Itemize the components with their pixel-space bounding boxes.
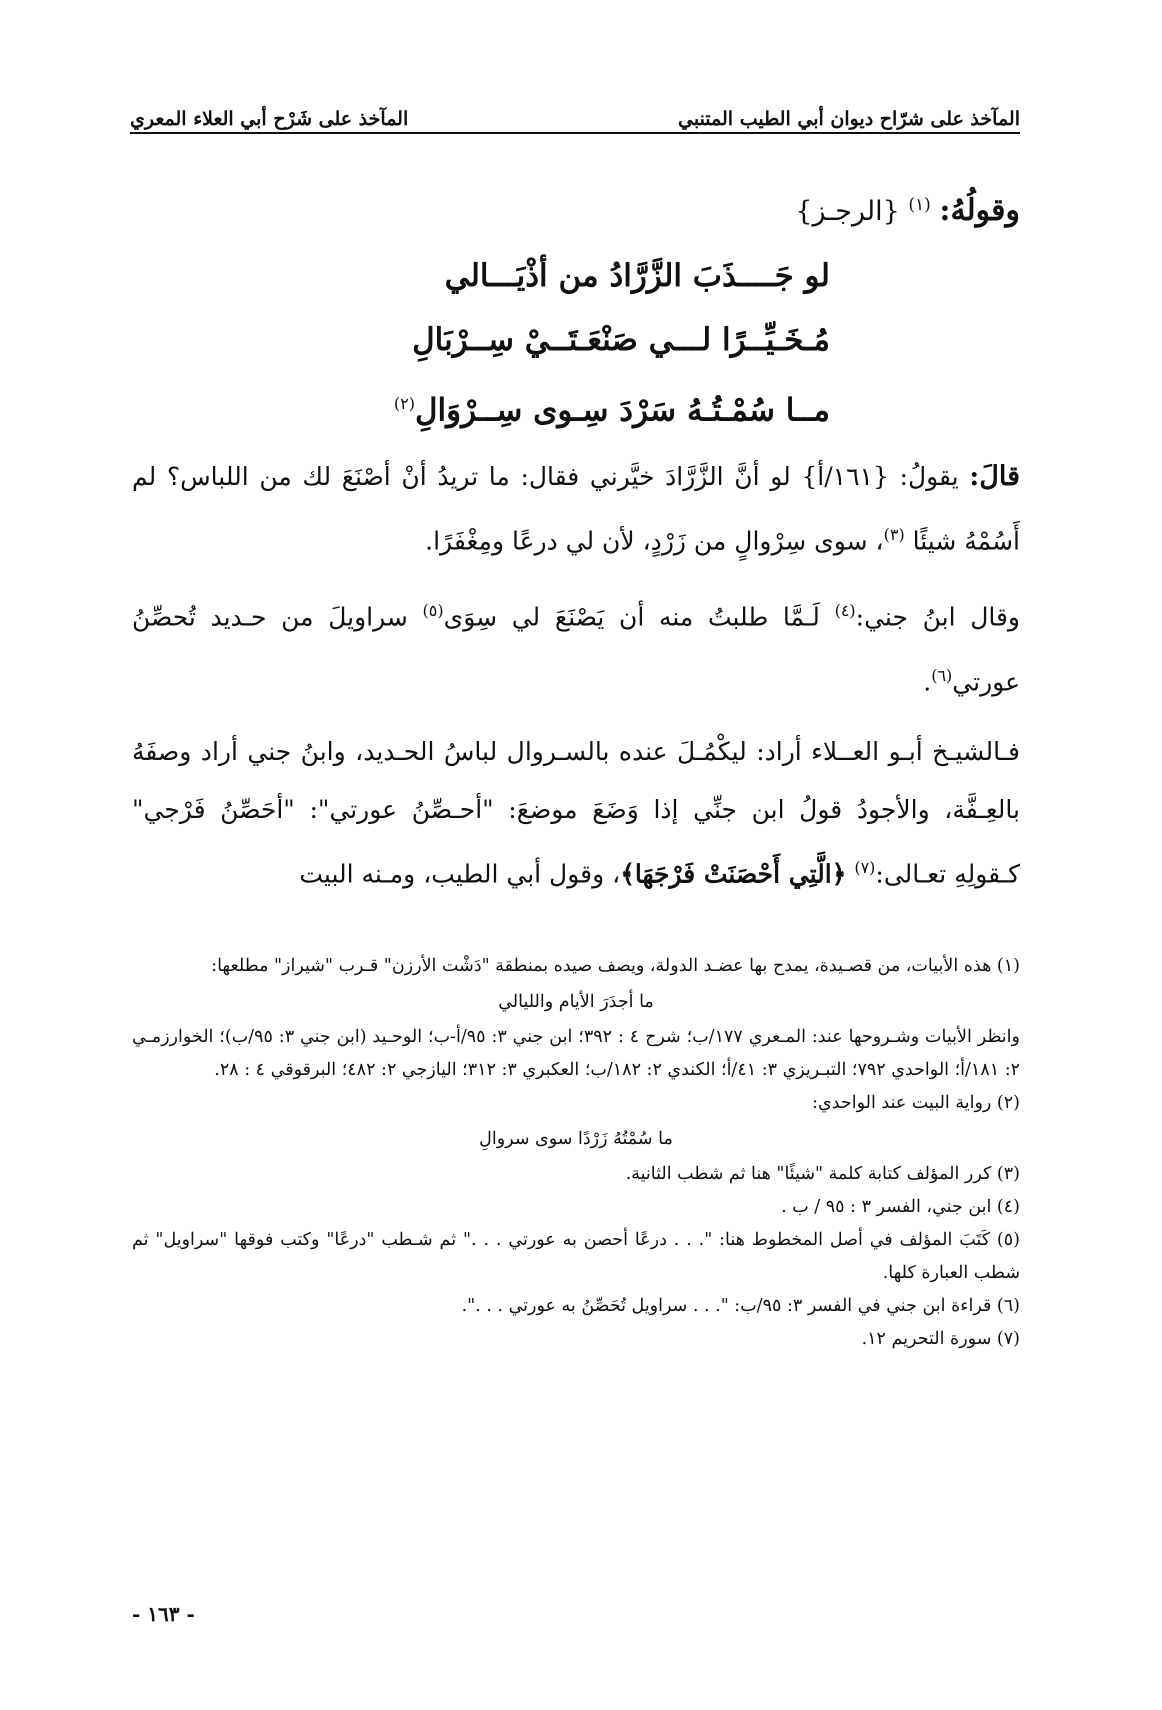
intro-note: (١) [908, 195, 931, 215]
footnote-3: (٣) كرر المؤلف كتابة كلمة "شيئًا" هنا ثم شطب الثانية. [625, 1164, 1020, 1184]
para2-note2: (٥) [422, 601, 444, 621]
para3-text2: ، وقول أبي الطيب، ومـنه البيت [299, 859, 621, 889]
verse-3 [132, 372, 830, 436]
verse-2: مُـخَـيِّــرًا لـــي صَنْعَـتَــيْ سِــرْبَالِ [412, 322, 830, 358]
para1-note: (٣) [883, 525, 905, 544]
footnote-2-verse: ما سُمْتُهُ زَرْدًا سوى سروالِ [479, 1129, 673, 1149]
paragraph-2: وقال ابنُ جني:$^{(٤)}$ لَـمَّا طلبتُ منه أن يَصْنَعَ لي سِوَى$^{(٥)}$ سراويلَ من حـديد تُحصِّنُ عورتي$^{(٦)}$. [132, 601, 1020, 696]
para2-text3: سراويلَ من حـديد تُحصِّنُ عورتي [132, 602, 1020, 696]
footnote-6: (٦) قراءة ابن جني في الفسر ٣: ٩٥/ب: ". . . سراويل تُحَصِّنُ به عورتي . . .". [461, 1296, 1020, 1316]
intro-line [132, 180, 1020, 240]
header-left-title: المآخذ على شَرْح أبي العلاء المعري [130, 108, 409, 130]
para2-text2: لَـمَّا طلبتُ منه أن يَصْنَعَ لي سِوَى [443, 602, 820, 632]
footnote-5: (٥) كَتَبَ المؤلف في أصل المخطوط هنا: ". . . درعًا أحصن به عورتي . . ." ثم شـطب "درعًا" وكتب فوقها "سراويل" ثم شطب العبارة كلها. [132, 1230, 1020, 1283]
intro-meter: {الرجـز} [795, 196, 900, 227]
para3-note: (٧) [854, 857, 876, 877]
footnotes [132, 950, 1020, 1356]
paragraph-3 [132, 723, 1020, 903]
footnote-1-verse: ما أجدَرَ الأيام والليالي [498, 992, 654, 1012]
header-right-title: المآخذ على شرّاح ديوان أبي الطيب المتنبي [678, 108, 1020, 130]
paragraph-1 [132, 448, 1020, 570]
para2-note3: (٦) [931, 665, 953, 685]
running-header [130, 88, 1020, 130]
footnote-1-refs: وانظر الأبيات وشـروحها عند: المـعري ١٧٧/ب؛ شرح ٤ : ٣٩٢؛ ابن جني ٣: ٩٥/أ-ب؛ الوحـيد (ابن جني ٣: ٩٥/ب)؛ الخوارزمـي ٢: ١٨١/أ؛ الواحدي ٧٩٢؛ التبـريزي ٣: ٤١/أ؛ الكندي ٢: ١٨٢/ب؛ العكبري ٣: ٣١٢؛ اليازجي ٢: ٤٨٢؛ البرقوقي ٤ : ٢٨. [132, 1027, 1020, 1080]
para1-text: يقولُ: {١٦١/أ} لو أنَّ الزَّرَّادَ خيَّرني فقال: ما تريدُ أنْ أصْنَعَ لك من اللباس؟ لم أَسُمْهُ شيئًا [132, 462, 1020, 556]
header-rule [130, 132, 1020, 134]
poem-verses [132, 244, 830, 436]
para3-quran: ﴿الَّتِي أَحْصَنَتْ فَرْجَهَا﴾ [620, 859, 847, 889]
verse-3-text: مــا سُمْـتُـهُ سَرْدَ سِـوى سِــرْوَالِ [415, 392, 830, 429]
para3-text: فـالشيـخ أبـو العــلاء أراد: ليكْمُـلَ عنده بالسـروال لباسُ الحـديد، وابنُ جني أراد وصفَهُ بالعِـفَّة، والأجودُ قولُ ابن جنِّي إذا وَضَعَ موضعَ: "أحـصِّنُ عورتي": "أحَصِّنُ فَرْجي" كـقولِهِ تعـالى: [132, 736, 1020, 889]
main-text [132, 180, 1020, 903]
footnote-7: (٧) سورة التحريم ١٢. [861, 1329, 1020, 1349]
footnote-1: (١) هذه الأبيات، من قصـيدة، يمدح بها عضـد الدولة، ويصف صيده بمنطقة "دَشْت الأرزن" قـرب "شيراز" مطلعها: [211, 956, 1020, 976]
para1-lead: قالَ: [969, 461, 1020, 492]
footnote-2: (٢) رواية البيت عند الواحدي: [812, 1093, 1020, 1113]
para2-text: وقال ابنُ جني: [855, 602, 1020, 632]
page-number: - ١٦٣ - [132, 1602, 195, 1626]
intro-lead: وقولُهُ: [939, 193, 1020, 228]
footnote-4: (٤) ابن جني، الفسر ٣ : ٩٥ / ب . [781, 1197, 1020, 1217]
verse-1: لو جَــــذَبَ الزَّرَّادُ من أذْيَـــالي [444, 258, 830, 294]
para1-text2: ، سوى سِرْوالٍ من زَرْدٍ، لأن لي درعًا ومِغْفَرًا. [425, 526, 884, 556]
para2-note1: (٤) [834, 601, 856, 621]
verse-3-note: (٢) [393, 394, 415, 413]
